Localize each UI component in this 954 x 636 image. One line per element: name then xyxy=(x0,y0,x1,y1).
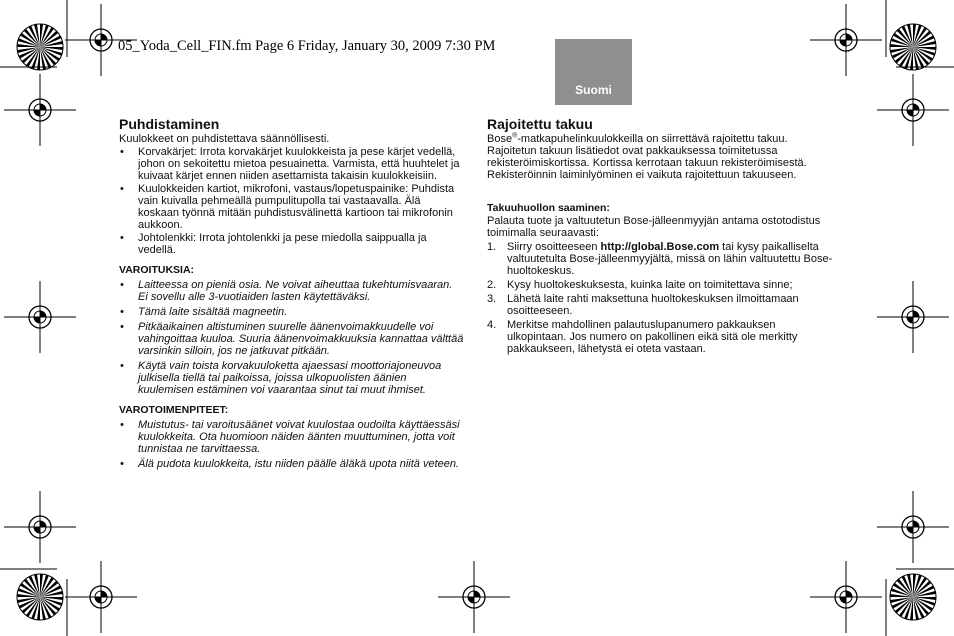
service-heading: Takuuhuollon saaminen: xyxy=(487,202,610,214)
list-item: • Korvakärjet: Irrota korvakärjet kuulokkeista ja pese kärjet vedellä, johon on sekoitettu mietoa pesuainetta. Varmista, että huuhtelet ja kuivaat kärjet ennen niiden asettamista takaisin kuulokkeisiin. xyxy=(119,146,464,182)
service-intro: Palauta tuote ja valtuutetun Bose-jälleenmyyjän antama ostotodistus toimimalla seuraavasti: xyxy=(487,215,821,239)
registered-mark: ® xyxy=(512,132,518,140)
cleaning-intro: Kuulokkeet on puhdistettava säännöllisesti. xyxy=(119,133,330,145)
warranty-text xyxy=(487,133,837,181)
list-item: • Älä pudota kuulokkeita, istu niiden päälle äläkä upota niitä veteen. xyxy=(119,458,464,470)
cleaning-list xyxy=(119,146,464,256)
step-text: Kysy huoltokeskuksesta, kuinka laite on toimitettava sinne; xyxy=(507,279,793,291)
warnings-heading: VAROITUKSIA: xyxy=(119,264,195,276)
list-item xyxy=(487,241,837,277)
warnings-list xyxy=(119,279,464,396)
right-column xyxy=(487,117,837,355)
precautions-list xyxy=(119,419,464,470)
list-item: • Pitkäaikainen altistuminen suurelle äänenvoimakkuudelle voi vahingoittaa kuuloa. Suuria äänenvoimakkuuksia kannattaa välttää varsinkin silloin, jos ne jatkuvat pitkään. xyxy=(119,321,464,357)
list-item: • Muistutus- tai varoitusäänet voivat kuulostaa oudoilta käyttäessäsi kuulokkeita. Ota huomioon näiden äänten muuttuminen, jotta voit tunnistaa ne tarvittaessa. xyxy=(119,419,464,455)
list-item: • Tämä laite sisältää magneetin. xyxy=(119,306,464,318)
precautions-heading: VAROTOIMENPITEET: xyxy=(119,404,229,416)
step-text: Lähetä laite rahti maksettuna huoltokeskuksen ilmoittamaan osoitteeseen. xyxy=(507,293,799,317)
list-item xyxy=(487,319,837,355)
list-item: • Laitteessa on pieniä osia. Ne voivat aiheuttaa tukehtumisvaaran. Ei sovellu alle 3-vuotiaiden lasten käytettäväksi. xyxy=(119,279,464,303)
step-number: 1. xyxy=(487,241,497,253)
step-number: 2. xyxy=(487,279,497,291)
warranty-body: -matkapuhelinkuulokkeilla on siirrettävä rajoitettu takuu. Rajoitetun takuun lisätiedot ovat pakkauksessa toimitetussa rekisteröimiskortissa. Kortissa kerrotaan takuun rekisteröimisestä. Rekisteröinnin laiminlyöminen ei vaikuta rajoitettuun takuuseen. xyxy=(487,133,807,181)
language-tab xyxy=(555,39,632,105)
slug-line: 05_Yoda_Cell_FIN.fm Page 6 Friday, January 30, 2009 7:30 PM xyxy=(118,38,496,54)
language-tab-label: Suomi xyxy=(575,83,612,97)
bose-website-link[interactable]: http://global.Bose.com xyxy=(600,241,720,253)
left-column xyxy=(119,117,464,470)
list-item: • Kuulokkeiden kartiot, mikrofoni, vastaus/lopetuspainike: Puhdista vain kuivalla pehmeällä pumpulitupolla tai vastaavalla. Älä koskaan työnnä mitään puhdistusvälinettä kartioon tai mikrofonin aukkoon. xyxy=(119,183,464,231)
warranty-heading: Rajoitettu takuu xyxy=(487,116,593,132)
list-item: • Käytä vain toista korvakuuloketta ajaessasi moottoriajoneuvoa julkisella tiellä tai paikoissa, joissa ulkopuolisten äänien kuulemisen estäminen voi vaarantaa sinut tai muut ihmiset. xyxy=(119,360,464,396)
list-item xyxy=(487,279,837,291)
cleaning-heading: Puhdistaminen xyxy=(119,116,220,132)
step-number: 3. xyxy=(487,293,497,305)
step-text: tai kysy paikalliselta valtuutetulta Bose-jälleenmyyjältä, missä on lähin valtuutettu Bose-huoltokeskus. xyxy=(507,241,833,277)
brand-name: Bose xyxy=(487,133,513,145)
list-item xyxy=(487,293,837,317)
step-number: 4. xyxy=(487,319,497,331)
service-steps xyxy=(487,241,837,355)
step-text: Merkitse mahdollinen palautuslupanumero pakkauksen ulkopintaan. Jos numero on pakollinen eikä sitä ole merkitty pakkaukseen, lähetystä ei oteta vastaan. xyxy=(507,319,798,355)
step-text: Siirry osoitteeseen xyxy=(507,241,601,253)
list-item: • Johtolenkki: Irrota johtolenkki ja pese miedolla saippualla ja vedellä. xyxy=(119,232,464,256)
